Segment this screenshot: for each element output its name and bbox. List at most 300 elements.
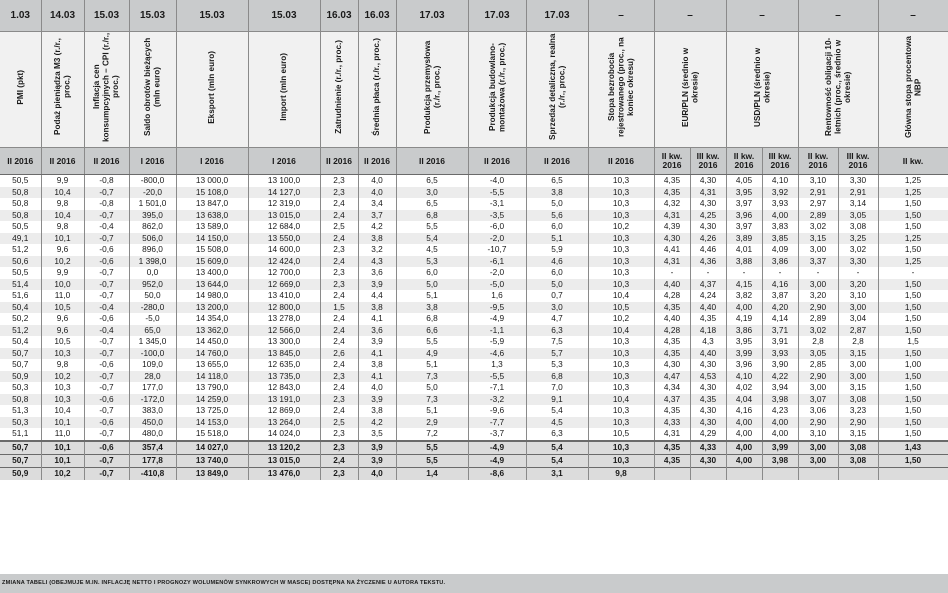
table-cell: 4,24	[690, 290, 726, 302]
table-cell: 6,3	[526, 428, 588, 441]
table-cell: 14 127,0	[248, 187, 320, 199]
table-cell: 0,0	[129, 267, 176, 279]
table-cell: 3,20	[838, 279, 878, 291]
table-cell: 12 566,0	[248, 325, 320, 337]
table-cell: 2,90	[798, 417, 838, 429]
table-cell: 4,00	[726, 454, 762, 467]
table-cell: 5,6	[526, 210, 588, 222]
table-cell: 4,35	[654, 187, 690, 199]
table-cell: 12 700,0	[248, 267, 320, 279]
period-label: II kw. 2016	[654, 148, 690, 175]
table-cell: 50,5	[0, 175, 41, 187]
period-label: II 2016	[84, 148, 129, 175]
forecast-row	[0, 210, 948, 222]
table-cell: -0,7	[84, 428, 129, 441]
table-cell: 4,0	[358, 187, 396, 199]
table-cell: 2,4	[320, 313, 358, 325]
table-cell: 5,5	[396, 441, 468, 455]
table-cell: 11,0	[41, 428, 84, 441]
indicator-header	[526, 32, 588, 148]
table-cell: 4,30	[654, 233, 690, 245]
table-cell: 3,8	[396, 302, 468, 314]
table-cell: 4,9	[396, 348, 468, 360]
table-cell: 3,8	[358, 233, 396, 245]
table-cell: 13 100,0	[248, 175, 320, 187]
table-cell: 3,10	[798, 175, 838, 187]
table-cell: 1,50	[878, 454, 948, 467]
table-cell: 10,3	[588, 267, 654, 279]
table-cell: 10,4	[41, 187, 84, 199]
table-cell: 9,8	[41, 221, 84, 233]
indicator-header	[878, 32, 948, 148]
forecast-row	[0, 198, 948, 210]
table-cell: 12 843,0	[248, 382, 320, 394]
table-cell: 5,4	[396, 233, 468, 245]
table-cell: 10,1	[41, 441, 84, 455]
table-cell: 10,3	[588, 244, 654, 256]
table-cell: 3,8	[358, 359, 396, 371]
table-cell: 4,1	[358, 371, 396, 383]
period-label: II 2016	[358, 148, 396, 175]
table-cell: 2,4	[320, 454, 358, 467]
release-date: 17.03	[468, 0, 526, 32]
table-cell: 10,3	[588, 382, 654, 394]
table-cell: 1 398,0	[129, 256, 176, 268]
table-cell: 4,30	[690, 221, 726, 233]
table-cell: 5,5	[396, 454, 468, 467]
table-cell: 4,30	[690, 175, 726, 187]
table-cell: 177,8	[129, 454, 176, 467]
table-cell: 2,3	[320, 428, 358, 441]
table-cell: 3,95	[726, 187, 762, 199]
table-cell: 10,2	[41, 256, 84, 268]
table-cell: 5,5	[396, 336, 468, 348]
table-cell: 13 589,0	[176, 221, 248, 233]
table-cell: 2,90	[838, 417, 878, 429]
table-cell: 10,3	[588, 175, 654, 187]
forecast-row	[0, 313, 948, 325]
table-cell: 1,50	[878, 417, 948, 429]
table-cell: 3,15	[838, 428, 878, 441]
table-cell: 15 518,0	[176, 428, 248, 441]
table-cell: 5,1	[396, 405, 468, 417]
table-cell: 9,1	[526, 394, 588, 406]
table-cell: 3,98	[762, 454, 798, 467]
table-cell: 51,4	[0, 279, 41, 291]
forecast-row	[0, 348, 948, 360]
period-label: II 2016	[468, 148, 526, 175]
table-cell: 10,3	[588, 371, 654, 383]
forecast-row	[0, 359, 948, 371]
table-cell: 14 118,0	[176, 371, 248, 383]
table-cell: 4,19	[726, 313, 762, 325]
table-cell: 3,23	[838, 405, 878, 417]
table-cell: 3,02	[838, 244, 878, 256]
table-cell: 4,7	[526, 313, 588, 325]
table-cell: 10,3	[588, 256, 654, 268]
table-cell: 5,5	[396, 221, 468, 233]
indicator-header	[320, 32, 358, 148]
table-cell: 1,50	[878, 313, 948, 325]
table-cell: 1,4	[396, 467, 468, 480]
table-cell: 50,9	[0, 467, 41, 480]
table-cell: 2,87	[838, 325, 878, 337]
table-cell: 4,35	[690, 313, 726, 325]
table-cell: 13 644,0	[176, 279, 248, 291]
table-cell: 10,5	[41, 336, 84, 348]
table-cell: 3,93	[762, 198, 798, 210]
table-cell	[654, 467, 690, 480]
table-cell: -0,8	[84, 175, 129, 187]
table-cell: 5,3	[396, 256, 468, 268]
table-cell: 12 800,0	[248, 302, 320, 314]
release-date: 16.03	[320, 0, 358, 32]
table-cell: -10,7	[468, 244, 526, 256]
table-cell: 2,4	[320, 382, 358, 394]
table-cell: 10,3	[588, 233, 654, 245]
table-cell: 3,00	[798, 244, 838, 256]
table-cell: 1,50	[878, 244, 948, 256]
table-cell: 5,0	[396, 279, 468, 291]
release-date: 16.03	[358, 0, 396, 32]
table-cell: 3,25	[838, 233, 878, 245]
indicator-name: Inflacja cen konsumpcyjnych – CPI (r./r., proc.)	[92, 32, 121, 142]
table-cell: -100,0	[129, 348, 176, 360]
table-cell: 10,3	[588, 187, 654, 199]
table-cell: 2,97	[798, 198, 838, 210]
table-cell: 10,3	[588, 359, 654, 371]
table-cell: 4,35	[654, 348, 690, 360]
table-cell: 50,4	[0, 336, 41, 348]
table-cell: -3,5	[468, 210, 526, 222]
table-cell: 5,4	[526, 405, 588, 417]
table-cell: 3,85	[762, 233, 798, 245]
table-cell: 3,9	[358, 336, 396, 348]
table-cell: 2,3	[320, 267, 358, 279]
indicator-header	[248, 32, 320, 148]
indicator-name: PMI (pkt)	[15, 69, 25, 105]
indicator-name: Produkcja przemysłowa (r./r., proc.)	[422, 40, 441, 134]
table-cell: 15 108,0	[176, 187, 248, 199]
table-cell: -	[798, 267, 838, 279]
table-cell: -	[690, 267, 726, 279]
table-cell: 13 400,0	[176, 267, 248, 279]
period-label: I 2016	[129, 148, 176, 175]
table-cell: -0,6	[84, 313, 129, 325]
indicator-name: Główna stopa procentowa NBP	[903, 36, 922, 138]
table-cell: 4,35	[654, 454, 690, 467]
table-cell: 1,50	[878, 198, 948, 210]
table-cell: 3,87	[762, 290, 798, 302]
table-cell: 1 501,0	[129, 198, 176, 210]
period-label: II 2016	[396, 148, 468, 175]
table-cell: 3,97	[726, 221, 762, 233]
release-date: –	[654, 0, 726, 32]
table-cell: -9,5	[468, 302, 526, 314]
table-cell: 10,2	[41, 371, 84, 383]
table-cell: 3,7	[358, 210, 396, 222]
table-cell: 6,0	[396, 267, 468, 279]
table-cell: -7,1	[468, 382, 526, 394]
table-cell: 10,5	[588, 428, 654, 441]
table-cell: 9,9	[41, 175, 84, 187]
table-cell: 3,86	[762, 256, 798, 268]
table-cell: 4,31	[654, 428, 690, 441]
table-cell: 51,1	[0, 428, 41, 441]
table-cell: 12 319,0	[248, 198, 320, 210]
summary-row	[0, 467, 948, 480]
table-cell: 4,33	[654, 417, 690, 429]
table-cell: 6,0	[526, 221, 588, 233]
table-cell: 10,5	[41, 302, 84, 314]
table-cell: 3,00	[798, 454, 838, 467]
table-cell: 4,00	[762, 417, 798, 429]
table-cell: 3,0	[526, 302, 588, 314]
table-cell: 1,5	[320, 302, 358, 314]
table-cell: 4,22	[762, 371, 798, 383]
table-cell: -410,8	[129, 467, 176, 480]
table-cell: 4,37	[690, 279, 726, 291]
table-cell: 3,9	[358, 279, 396, 291]
table-cell: -1,1	[468, 325, 526, 337]
table-cell: 109,0	[129, 359, 176, 371]
table-cell: 2,5	[320, 417, 358, 429]
indicator-name: Podaż pieniądza M3 (r./r., proc.)	[53, 38, 72, 136]
table-cell	[838, 467, 878, 480]
table-cell: 10,1	[41, 417, 84, 429]
table-cell: -3,2	[468, 394, 526, 406]
table-cell: 12 669,0	[248, 279, 320, 291]
table-cell: 4,31	[654, 210, 690, 222]
table-cell: 3,14	[838, 198, 878, 210]
table-cell: 1,50	[878, 348, 948, 360]
table-cell: 12 684,0	[248, 221, 320, 233]
table-cell: 7,5	[526, 336, 588, 348]
table-cell: 14 760,0	[176, 348, 248, 360]
table-cell: 3,08	[838, 441, 878, 455]
forecast-row	[0, 187, 948, 199]
forecast-row	[0, 279, 948, 291]
table-cell: 49,1	[0, 233, 41, 245]
table-cell: 4,32	[654, 198, 690, 210]
period-label: II 2016	[526, 148, 588, 175]
table-cell: 2,8	[838, 336, 878, 348]
table-cell: 4,39	[654, 221, 690, 233]
table-cell: 10,3	[588, 198, 654, 210]
table-cell: 3,8	[358, 302, 396, 314]
table-cell: 1,50	[878, 210, 948, 222]
table-cell: 3,15	[798, 233, 838, 245]
table-cell: 51,3	[0, 405, 41, 417]
release-date: 17.03	[526, 0, 588, 32]
table-cell: 2,89	[798, 313, 838, 325]
forecast-row	[0, 417, 948, 429]
table-cell: 2,3	[320, 187, 358, 199]
table-cell: 50,7	[0, 454, 41, 467]
table-cell: 6,6	[396, 325, 468, 337]
table-cell: 6,8	[396, 210, 468, 222]
table-cell: 4,2	[358, 417, 396, 429]
table-cell: 4,04	[726, 394, 762, 406]
table-cell: 1,43	[878, 441, 948, 455]
table-cell: 3,07	[798, 394, 838, 406]
table-cell: -0,7	[84, 210, 129, 222]
table-cell: 4,35	[654, 405, 690, 417]
table-cell: -5,0	[468, 279, 526, 291]
table-cell: 4,40	[690, 348, 726, 360]
table-cell: 3,88	[726, 256, 762, 268]
indicator-header	[0, 32, 41, 148]
table-cell: -3,7	[468, 428, 526, 441]
table-cell: 2,4	[320, 405, 358, 417]
table-cell: 4,5	[396, 244, 468, 256]
table-cell: 14 354,0	[176, 313, 248, 325]
table-cell: 3,04	[838, 313, 878, 325]
table-footnote: ZMIANA TABELI (OBEJMUJE M.IN. INFLACJĘ NETTO I PROGNOZY WOLUMENÓW SYNKROWYCH W MASCE) DOSTĘPNA NA ŻYCZENIE U AUTORA TEKSTU.	[0, 574, 948, 593]
table-cell: 13 264,0	[248, 417, 320, 429]
table-cell: 4,3	[690, 336, 726, 348]
table-cell: 4,15	[726, 279, 762, 291]
table-cell: 4,00	[726, 302, 762, 314]
table-cell: 51,2	[0, 325, 41, 337]
forecast-row	[0, 175, 948, 187]
table-cell: 3,1	[526, 467, 588, 480]
table-cell: 3,00	[838, 359, 878, 371]
table-cell: 4,00	[762, 428, 798, 441]
table-cell: 10,3	[588, 405, 654, 417]
table-cell: 4,00	[726, 417, 762, 429]
table-cell: 4,3	[358, 256, 396, 268]
table-cell: 4,35	[654, 175, 690, 187]
table-cell: 10,4	[588, 394, 654, 406]
indicator-header	[588, 32, 654, 148]
table-cell: 10,3	[588, 417, 654, 429]
table-cell: -0,6	[84, 359, 129, 371]
table-cell: 3,30	[838, 256, 878, 268]
table-cell: 1,25	[878, 187, 948, 199]
table-cell: 13 845,0	[248, 348, 320, 360]
period-label: II 2016	[41, 148, 84, 175]
table-cell: 4,6	[526, 256, 588, 268]
table-cell: 5,1	[396, 290, 468, 302]
table-cell: 3,4	[358, 198, 396, 210]
table-cell: 6,5	[526, 175, 588, 187]
table-cell: -0,7	[84, 290, 129, 302]
table-cell: 1,50	[878, 371, 948, 383]
table-cell: 6,5	[396, 198, 468, 210]
table-cell: 2,4	[320, 256, 358, 268]
table-cell: 13 735,0	[248, 371, 320, 383]
table-cell: -0,7	[84, 467, 129, 480]
table-cell: 9,9	[41, 267, 84, 279]
table-cell: 50,4	[0, 302, 41, 314]
table-cell: 5,0	[526, 198, 588, 210]
table-cell: 15 609,0	[176, 256, 248, 268]
table-cell: 2,3	[320, 467, 358, 480]
table-cell: 50,5	[0, 267, 41, 279]
table-cell: 50,2	[0, 313, 41, 325]
table-cell: 4,30	[690, 359, 726, 371]
table-cell: 2,3	[320, 244, 358, 256]
table-cell: -5,9	[468, 336, 526, 348]
table-cell: 3,97	[726, 198, 762, 210]
table-cell: 13 191,0	[248, 394, 320, 406]
table-cell: 4,35	[654, 336, 690, 348]
forecast-row	[0, 405, 948, 417]
table-cell: 14 024,0	[248, 428, 320, 441]
release-date: 1.03	[0, 0, 41, 32]
table-cell: 50,6	[0, 256, 41, 268]
table-cell: 4,28	[654, 290, 690, 302]
table-cell: -0,7	[84, 405, 129, 417]
table-cell: 3,08	[838, 221, 878, 233]
release-date: –	[588, 0, 654, 32]
table-cell: -6,0	[468, 221, 526, 233]
table-cell: 896,0	[129, 244, 176, 256]
table-cell: -	[878, 267, 948, 279]
table-cell: -0,7	[84, 382, 129, 394]
table-cell: 4,35	[654, 302, 690, 314]
table-cell: 4,02	[726, 382, 762, 394]
table-cell: 50,9	[0, 371, 41, 383]
period-label: II 2016	[588, 148, 654, 175]
table-cell: 2,85	[798, 359, 838, 371]
table-cell: 4,10	[762, 175, 798, 187]
table-cell: 13 200,0	[176, 302, 248, 314]
period-label: II 2016	[320, 148, 358, 175]
table-cell: 4,29	[690, 428, 726, 441]
table-cell: 2,4	[320, 359, 358, 371]
table-cell: -0,7	[84, 371, 129, 383]
forecast-row	[0, 256, 948, 268]
indicator-name: Średnia płaca (r./r., proc.)	[372, 38, 382, 136]
table-cell	[726, 467, 762, 480]
table-cell: 13 278,0	[248, 313, 320, 325]
table-cell: 383,0	[129, 405, 176, 417]
table-cell: 1,25	[878, 256, 948, 268]
table-cell: 2,4	[320, 325, 358, 337]
table-cell: 862,0	[129, 221, 176, 233]
forecast-row	[0, 394, 948, 406]
table-cell: -4,0	[468, 175, 526, 187]
table-cell: 480,0	[129, 428, 176, 441]
table-cell: 4,00	[726, 441, 762, 455]
table-cell: -0,7	[84, 233, 129, 245]
table-cell: 10,0	[41, 279, 84, 291]
table-cell: 3,0	[396, 187, 468, 199]
table-cell: 3,82	[726, 290, 762, 302]
table-cell: 3,93	[762, 348, 798, 360]
table-cell: 3,15	[838, 382, 878, 394]
table-cell: 4,14	[762, 313, 798, 325]
table-cell: 3,10	[798, 428, 838, 441]
table-cell: 6,0	[526, 267, 588, 279]
table-cell: 4,30	[654, 359, 690, 371]
table-cell: 3,99	[762, 441, 798, 455]
table-cell: 10,5	[588, 302, 654, 314]
table-cell: 50,3	[0, 382, 41, 394]
table-cell: -2,0	[468, 233, 526, 245]
table-cell: 3,92	[762, 187, 798, 199]
table-cell: 2,91	[798, 187, 838, 199]
table-cell: 3,00	[838, 371, 878, 383]
table-cell: 2,3	[320, 279, 358, 291]
table-cell: 5,3	[526, 359, 588, 371]
indicator-name: USD/PLN (średnio w okresie)	[752, 47, 771, 127]
table-cell: 10,4	[588, 290, 654, 302]
table-cell: 9,6	[41, 313, 84, 325]
table-cell: 2,89	[798, 210, 838, 222]
